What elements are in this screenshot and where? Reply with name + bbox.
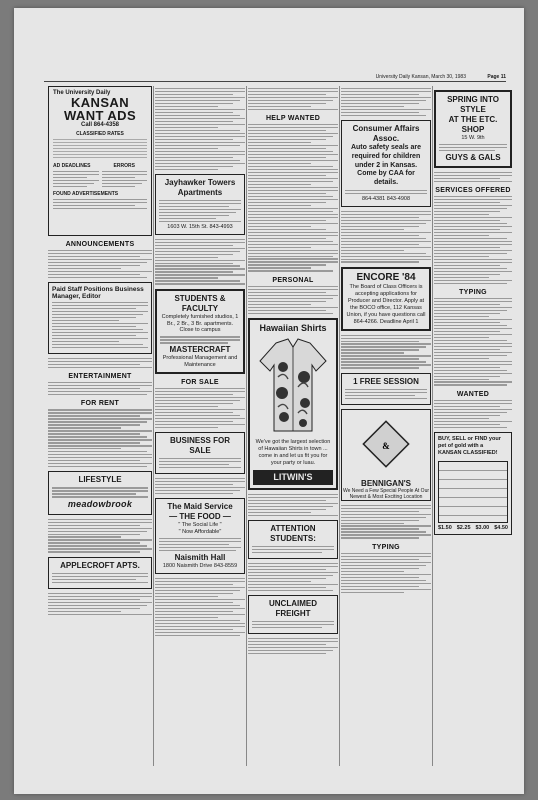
wanted-heading: WANTED bbox=[456, 390, 490, 398]
unclaimed-title: UNCLAIMED FREIGHT bbox=[269, 599, 317, 619]
encore-title: ENCORE '84 bbox=[356, 271, 416, 283]
form-lines[interactable] bbox=[438, 461, 508, 523]
hawaiian-title: Hawaiian Shirts bbox=[259, 322, 327, 333]
bennigans-ad bbox=[341, 409, 431, 501]
students-subtitle: Completely furnished studios, 1 Br., 2 Br., 3 Br. apartments. Close to campus bbox=[161, 313, 239, 334]
services-offered-heading: SERVICES OFFERED bbox=[435, 187, 511, 195]
announcements-heading: ANNOUNCEMENTS bbox=[65, 241, 135, 248]
masthead-title: KANSAN WANT ADS bbox=[63, 95, 137, 123]
column-rule bbox=[246, 86, 247, 766]
paid-staff-title: Paid Staff Positions Business Manager, Editor bbox=[52, 286, 144, 301]
column-4 bbox=[341, 86, 431, 766]
mastercraft-subtitle: Professional Management and Maintenance bbox=[162, 355, 238, 369]
naismith-title: Naismith Hall bbox=[174, 552, 226, 562]
consumer-affairs-ad bbox=[341, 120, 431, 207]
students-title: STUDENTS & FACULTY bbox=[174, 293, 226, 313]
typing-heading-col4: TYPING bbox=[372, 543, 400, 551]
masthead-small: The University Daily bbox=[53, 90, 111, 96]
etc-shop: AT THE ETC. SHOP bbox=[448, 115, 498, 134]
header-date: University Daily Kansan, March 30, 1983 bbox=[375, 74, 466, 80]
column-2 bbox=[155, 86, 245, 766]
jayhawker-phone: 1603 W. 15th St. 843-4993 bbox=[167, 223, 233, 230]
ad-deadlines-heading: AD DEADLINES bbox=[53, 163, 91, 169]
encore-84-ad bbox=[341, 267, 431, 331]
typing-heading-col5: TYPING bbox=[459, 288, 487, 296]
etc-shop-ad bbox=[434, 90, 512, 168]
students-faculty-ad bbox=[155, 289, 245, 374]
lifestyle-ad bbox=[48, 471, 152, 514]
mastercraft-title: MASTERCRAFT bbox=[169, 345, 231, 355]
hawaiian-subtitle: We've got the largest selection of Hawaiian Shirts in town ... come in and let us fit you for your party or luau. bbox=[255, 439, 331, 466]
column-1 bbox=[48, 86, 152, 766]
applecroft-ad bbox=[48, 557, 152, 589]
newspaper-page bbox=[14, 8, 524, 794]
guys-gals: GUYS & GALS bbox=[445, 152, 501, 162]
now-affordable: " Now Affordable" bbox=[178, 529, 222, 536]
caa-phone: 864-4381 843-4908 bbox=[361, 195, 410, 202]
free-session-ad bbox=[341, 373, 431, 405]
litwins-logo: LITWIN'S bbox=[253, 470, 333, 485]
consumer-title: Consumer Affairs Assoc. bbox=[352, 124, 420, 144]
hawaiian-shirt-illustration bbox=[258, 337, 328, 433]
business-for-sale-ad bbox=[155, 432, 245, 474]
encore-subtitle: The Board of Class Officers is accepting applications for Producer and Director. Apply at the BOCO office, 112 Kansas Union, if you have questions call 864-4266. Deadline April 1 bbox=[346, 284, 426, 325]
column-rule bbox=[153, 86, 154, 766]
classified-order-form bbox=[434, 432, 512, 536]
running-header bbox=[44, 72, 506, 82]
column-rule bbox=[432, 86, 433, 766]
rates-table bbox=[53, 139, 147, 159]
etc-address: 15 W. 9th bbox=[461, 135, 485, 141]
naismith-phone: 1800 Naismith Drive 843-8559 bbox=[162, 562, 238, 569]
want-ads-masthead bbox=[48, 86, 152, 236]
price-3[interactable]: $3.00 bbox=[475, 524, 490, 531]
page-number: Page 11 bbox=[487, 74, 506, 80]
masthead-phone: Call 864-4358 bbox=[80, 122, 120, 128]
the-food: — THE FOOD — bbox=[169, 512, 231, 522]
attention-title: ATTENTION STUDENTS: bbox=[270, 523, 316, 543]
column-rule bbox=[339, 86, 340, 766]
applecroft-title: APPLECROFT APTS. bbox=[60, 560, 140, 570]
naismith-ad bbox=[155, 498, 245, 574]
svg-text:&: & bbox=[382, 440, 390, 451]
price-1[interactable]: $1.50 bbox=[438, 524, 452, 531]
paid-staff-ad bbox=[48, 282, 152, 354]
entertainment-heading: ENTERTAINMENT bbox=[68, 373, 132, 381]
bennigans-logo-diamond bbox=[356, 414, 416, 474]
jayhawker-towers-ad bbox=[155, 174, 245, 235]
for-rent-heading: FOR RENT bbox=[80, 400, 120, 408]
column-3 bbox=[248, 86, 338, 766]
spring-title: SPRING INTO STYLE bbox=[447, 95, 499, 114]
found-ads-heading: FOUND ADVERTISEMENTS bbox=[53, 190, 119, 197]
bennigans-wanted: We Need a Few Special People At Our Newest & Most Exciting Location bbox=[342, 487, 430, 500]
personal-heading: PERSONAL bbox=[272, 276, 314, 284]
help-wanted-heading: HELP WANTED bbox=[265, 115, 321, 123]
unclaimed-freight-ad bbox=[248, 595, 338, 634]
jayhawker-title: Jayhawker Towers Apartments bbox=[164, 177, 236, 197]
free-session-title: 1 FREE SESSION bbox=[353, 376, 419, 386]
form-title: BUY, SELL or FIND your pet of gold with a KANSAN CLASSIFIED! bbox=[438, 435, 501, 456]
maid-service: The Maid Service bbox=[167, 502, 233, 512]
social-life: " The Social Life " bbox=[178, 522, 222, 529]
price-4[interactable]: $4.50 bbox=[494, 524, 508, 531]
form-prices bbox=[438, 525, 508, 532]
price-2[interactable]: $2.25 bbox=[456, 524, 471, 531]
business-title: BUSINESS FOR SALE bbox=[169, 436, 230, 456]
errors-heading: ERRORS bbox=[113, 163, 135, 169]
lifestyle-title: LIFESTYLE bbox=[78, 475, 122, 485]
column-5 bbox=[434, 86, 512, 766]
bennigans-name: BENNIGAN'S bbox=[361, 478, 411, 488]
hawaiian-shirts-ad bbox=[248, 318, 338, 490]
for-sale-heading: FOR SALE bbox=[181, 379, 219, 387]
auto-safety-text: Auto safety seals are required for children under 2 in Kansas. Come by CAA for details. bbox=[350, 144, 422, 187]
attention-students-ad bbox=[248, 520, 338, 559]
classified-rates-heading: CLASSIFIED RATES bbox=[76, 131, 124, 137]
meadowbrook-logo: meadowbrook bbox=[67, 499, 133, 510]
